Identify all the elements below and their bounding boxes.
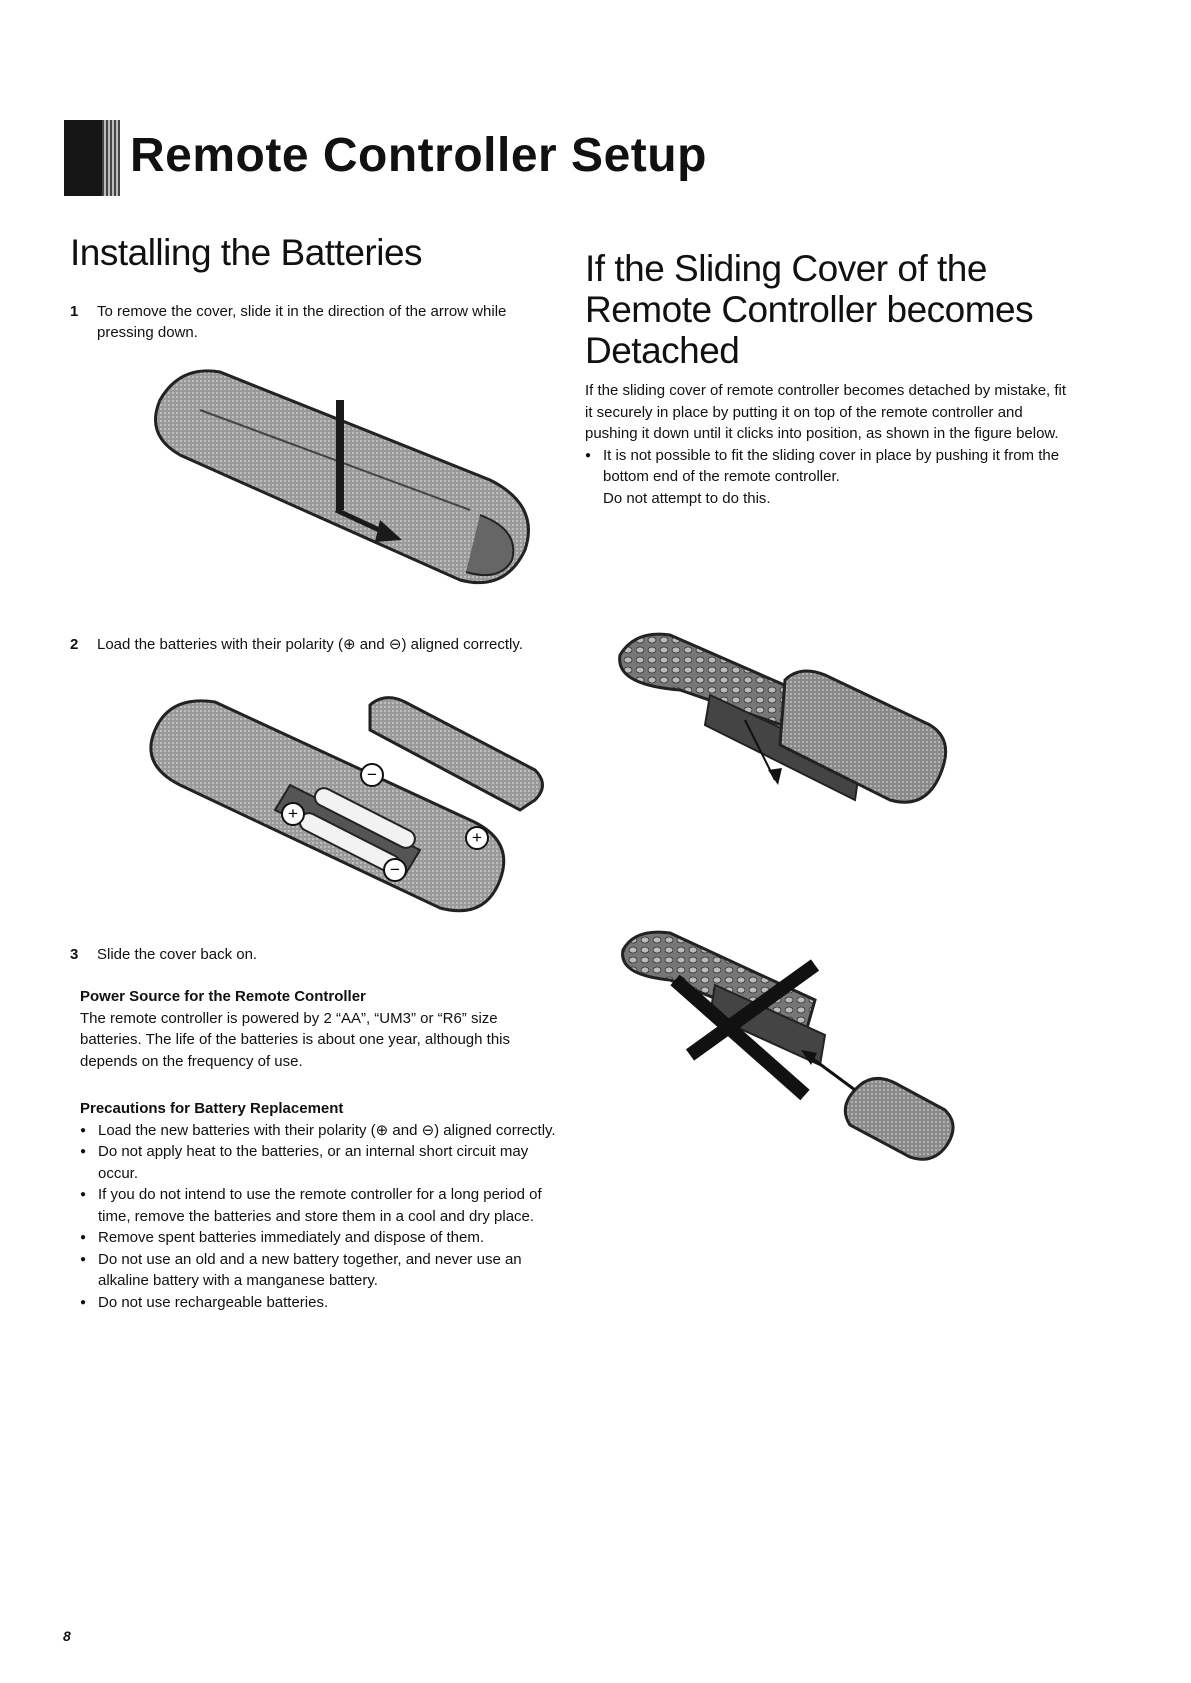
step-3-text: Slide the cover back on. [97, 946, 258, 963]
figure-load-batteries [140, 690, 560, 930]
precautions-section [80, 1098, 560, 1313]
list-item: ● It is not possible to fit the sliding cover in place by pushing it from the bottom end of the remote controller. [585, 445, 1075, 488]
page-number: 8 [63, 1628, 71, 1644]
sliding-cover [780, 671, 946, 802]
step-1-text: To remove the cover, slide it in the direction of the arrow while pressing down. [97, 303, 507, 341]
detached-note: Do not attempt to do this. [603, 489, 771, 507]
power-source-text: The remote controller is powered by 2 “AA”, “UM3” or “R6” size batteries. The life of the batteries is about one year, although this depends on the frequency of use. [80, 1009, 510, 1070]
step-2-text: Load the batteries with their polarity (⊕ and ⊖) aligned correctly. [97, 636, 523, 653]
arrow-down-icon [336, 400, 344, 510]
step-3-number: 3 [70, 946, 79, 963]
figure-fit-cover-correct [610, 625, 960, 840]
figure-fit-cover-incorrect [615, 925, 960, 1170]
title-marker [64, 120, 120, 196]
list-item: ● Remove spent batteries immediately and dispose of them. [80, 1227, 560, 1249]
step-2-number: 2 [70, 636, 79, 653]
power-source-section [80, 986, 560, 1072]
section-heading-installing: Installing the Batteries [70, 232, 423, 273]
figure-remove-cover [140, 360, 560, 600]
detached-paragraph: If the sliding cover of remote controller becomes detached by mistake, fit it securely in place by putting it on top of the remote controller and pushing it down until it clicks into position, as shown in the figure below. [585, 382, 1067, 442]
section-heading-detached: If the Sliding Cover of the Remote Controller becomes Detached [585, 248, 1034, 371]
svg-text:+: + [472, 828, 482, 847]
step-1-number: 1 [70, 303, 79, 320]
list-item: ● If you do not intend to use the remote controller for a long period of time, remove the batteries and store them in a cool and dry place. [80, 1184, 560, 1227]
power-source-heading: Power Source for the Remote Controller [80, 988, 366, 1005]
svg-text:−: − [390, 860, 400, 879]
svg-text:−: − [367, 765, 377, 784]
arrow-down-icon [768, 768, 782, 785]
sliding-cover [845, 1078, 953, 1159]
list-item: ● Load the new batteries with their polarity (⊕ and ⊖) aligned correctly. [80, 1120, 560, 1142]
list-item: ● Do not apply heat to the batteries, or an internal short circuit may occur. [80, 1141, 560, 1184]
precautions-heading: Precautions for Battery Replacement [80, 1100, 344, 1117]
list-item: ● Do not use an old and a new battery together, and never use an alkaline battery with a manganese battery. [80, 1249, 560, 1292]
list-item: ● Do not use rechargeable batteries. [80, 1292, 560, 1314]
svg-text:+: + [288, 804, 298, 823]
page-title: Remote Controller Setup [130, 129, 707, 182]
detached-instructions [585, 380, 1075, 509]
